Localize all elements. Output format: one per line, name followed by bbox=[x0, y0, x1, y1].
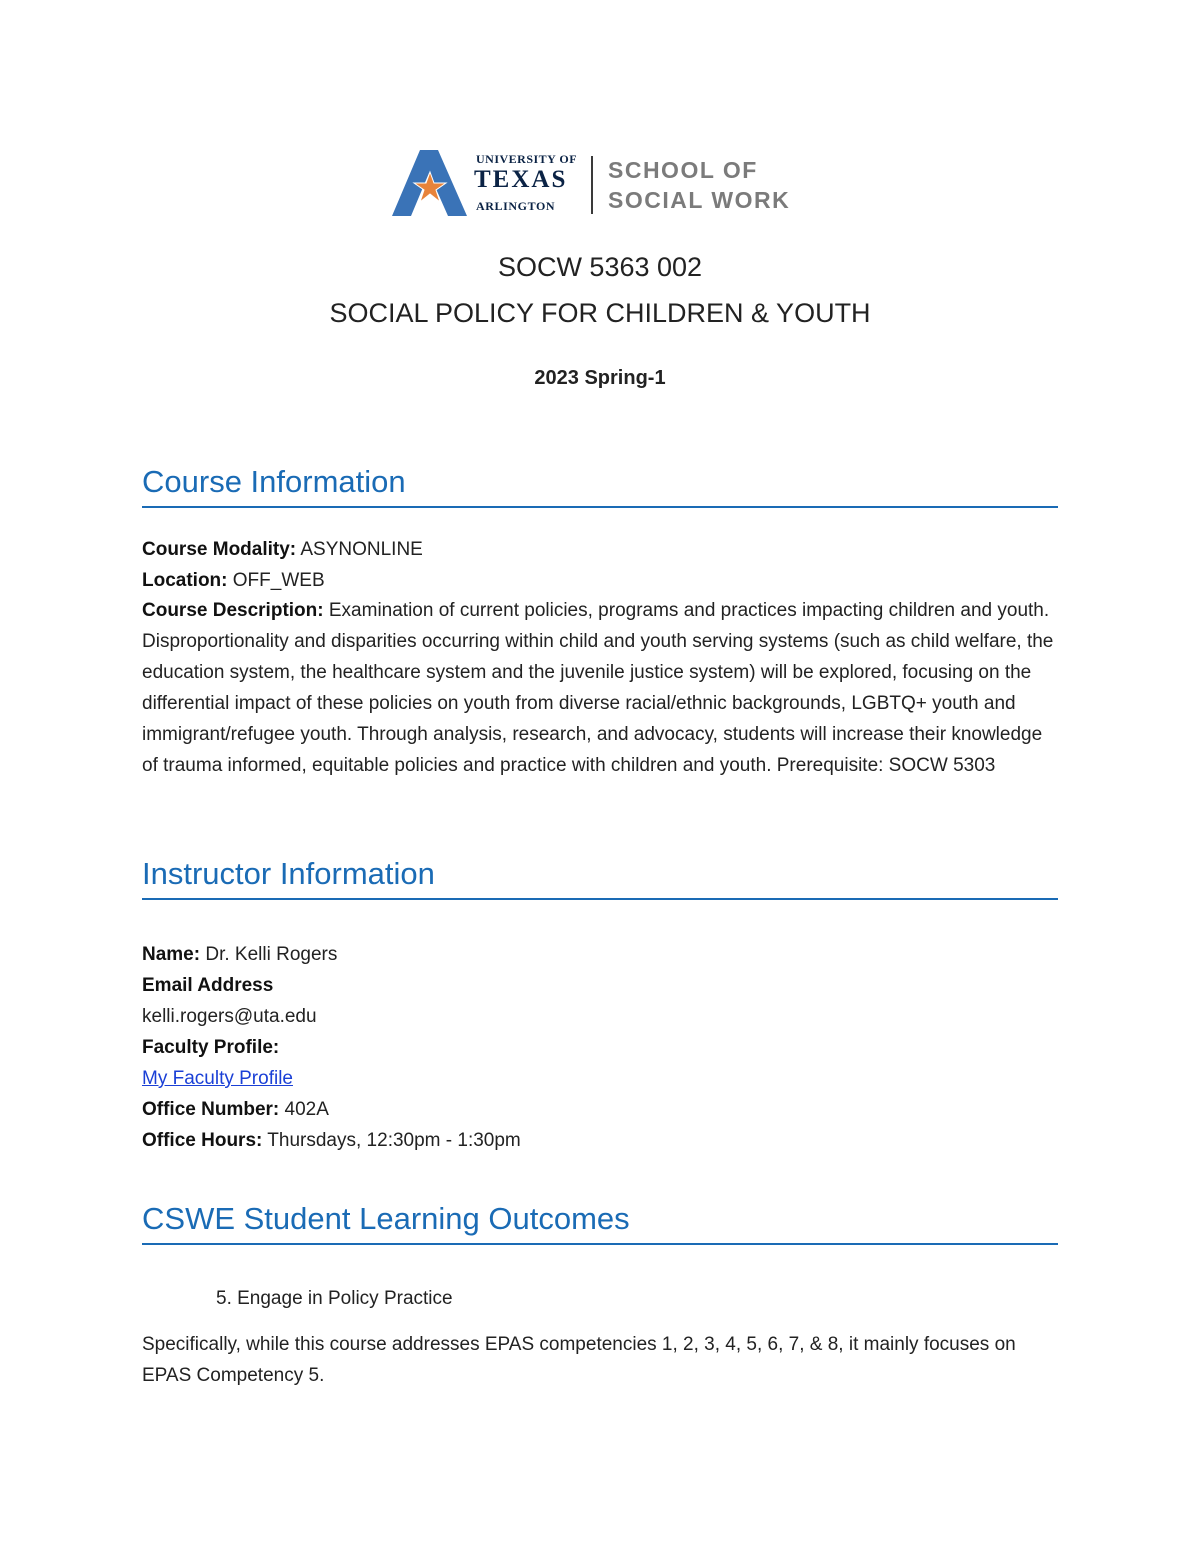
course-modality-label: Course Modality: bbox=[142, 539, 297, 560]
office-hours-label: Office Hours: bbox=[142, 1130, 263, 1151]
faculty-profile-row bbox=[142, 1068, 293, 1090]
outcomes-paragraph: Specifically, while this course addresses EPAS competencies 1, 2, 3, 4, 5, 6, 7, & 8, it mainly focuses on EPAS Competency 5. bbox=[142, 1334, 1016, 1386]
faculty-profile-link[interactable]: My Faculty Profile bbox=[142, 1068, 293, 1089]
email-address-label: Email Address bbox=[142, 975, 274, 996]
logo-texas: TEXAS bbox=[474, 166, 568, 193]
office-hours-value: Thursdays, 12:30pm - 1:30pm bbox=[267, 1130, 521, 1151]
office-hours bbox=[142, 1130, 521, 1152]
instructor-name bbox=[142, 944, 337, 966]
logo-school-of: SCHOOL OF bbox=[608, 157, 758, 183]
logo-social-work: SOCIAL WORK bbox=[608, 187, 791, 213]
course-title: SOCIAL POLICY FOR CHILDREN & YOUTH bbox=[329, 298, 871, 328]
course-location bbox=[142, 570, 325, 592]
course-information-heading: Course Information bbox=[142, 464, 1058, 508]
course-location-value: OFF_WEB bbox=[232, 570, 325, 591]
logo-divider bbox=[591, 156, 593, 214]
course-description-label: Course Description: bbox=[142, 600, 324, 621]
course-modality bbox=[142, 539, 423, 561]
email-address-value: kelli.rogers@uta.edu bbox=[142, 1006, 317, 1027]
instructor-name-label: Name: bbox=[142, 944, 201, 965]
course-description-value: Examination of current policies, programs and practices impacting children and youth. Disproportionality and disparities occurring within child and youth serving systems (such as child welfare, the education system, the healthcare system and the juvenile justice system) will be explored, focusing on the differential impact of these policies on youth from diverse racial/ethnic backgrounds, LGBTQ+ youth and immigrant/refugee youth. Through analysis, research, and advocacy, students will increase their knowledge of trauma informed, equitable policies and practice with children and youth. Prerequisite: SOCW 5303 bbox=[142, 600, 1054, 776]
office-number-label: Office Number: bbox=[142, 1099, 280, 1120]
faculty-profile-label: Faculty Profile: bbox=[142, 1037, 280, 1058]
course-description bbox=[142, 595, 1060, 781]
learning-outcomes-heading: CSWE Student Learning Outcomes bbox=[142, 1201, 1058, 1245]
course-code: SOCW 5363 002 bbox=[497, 252, 703, 282]
office-number-value: 402A bbox=[284, 1099, 329, 1120]
outcome-list-item: 5. Engage in Policy Practice bbox=[216, 1288, 453, 1309]
course-modality-value: ASYNONLINE bbox=[300, 539, 423, 560]
office-number bbox=[142, 1099, 329, 1121]
logo-university-of: UNIVERSITY OF bbox=[476, 152, 578, 166]
uta-school-of-social-work-logo bbox=[392, 148, 812, 220]
course-location-label: Location: bbox=[142, 570, 228, 591]
instructor-information-heading: Instructor Information bbox=[142, 856, 1058, 900]
uta-a-star-icon bbox=[392, 148, 470, 220]
course-term: 2023 Spring-1 bbox=[534, 367, 666, 389]
logo-arlington: ARLINGTON bbox=[476, 199, 556, 213]
instructor-name-value: Dr. Kelli Rogers bbox=[205, 944, 338, 965]
